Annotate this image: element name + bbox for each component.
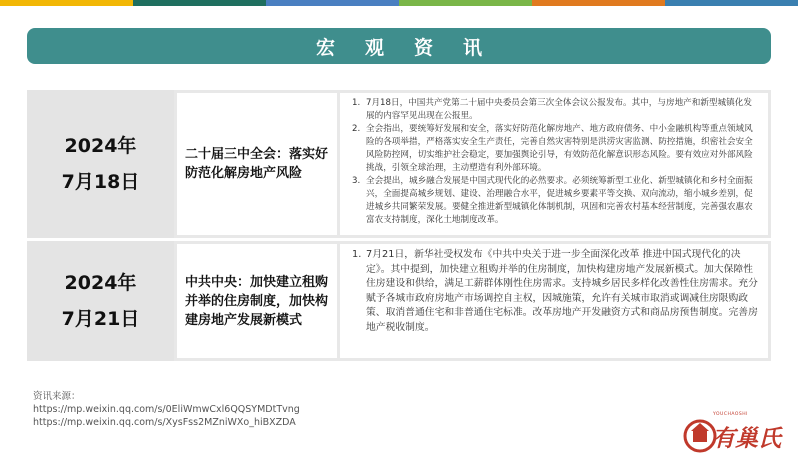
top-color-bar: [0, 0, 798, 6]
detail-list: [352, 97, 758, 227]
date-text: [62, 265, 140, 337]
detail-cell: [340, 93, 768, 235]
detail-item: [352, 123, 758, 175]
topic-text: 中共中央：加快建立租购并举的住房制度，加快构建房地产发展新模式: [185, 274, 329, 328]
top-bar-segment-3: [266, 0, 399, 6]
detail-item: [352, 248, 758, 335]
news-row: [27, 241, 771, 361]
top-bar-segment-4: [399, 0, 532, 6]
logo-tagline: YOUCHAOSHI: [713, 412, 748, 417]
logo-wordmark: 有巢氏: [712, 426, 781, 452]
news-table: [27, 90, 771, 364]
top-bar-segment-1: [0, 0, 133, 6]
item-number: 3.: [352, 176, 361, 186]
detail-item: [352, 175, 758, 227]
topic-cell: [177, 93, 337, 235]
date-day: 7月18日: [61, 171, 140, 193]
item-text: 7月21日，新华社受权发布《中共中央关于进一步全面深化改革 推进中国式现代化的决定》。其中提到，加快建立租购并举的住房制度，加快构建房地产发展新模式。加大保障性住房建设和供给，满足工薪群体刚性住房需求。支持城乡居民多样化改善性住房需求。充分赋予各城市政府房地产市场调控自主权，因城施策，允许有关城市取消或调减住房限购政策、取消普通住宅和非普通住宅标准。改革房地产开发融资方式和商品房预售制度。完善房地产税收制度。: [366, 249, 758, 333]
sources-block: [33, 390, 300, 429]
detail-cell: [340, 244, 768, 358]
detail-list: [352, 248, 758, 335]
source-link[interactable]: https://mp.weixin.qq.com/s/0EliWmwCxl6QQSYMDtTvng: [33, 404, 300, 415]
detail-item: [352, 97, 758, 123]
source-link[interactable]: https://mp.weixin.qq.com/s/XysFss2MZniWXo_hiBXZDA: [33, 417, 296, 428]
date-day: 7月21日: [61, 308, 140, 330]
item-text: 全会指出，要统筹好发展和安全，落实好防范化解房地产、地方政府债务、中小金融机构等重点领域风险的各项举措，严格落实安全生产责任，完善自然灾害特别是洪涝灾害监测、防控措施，织密社会安全风险防控网，切实维护社会稳定，要加强舆论引导，有效防范化解意识形态风险。要有效应对外部风险挑战，引领全球治理，主动塑造有利外部环境。: [366, 124, 753, 173]
top-bar-segment-2: [133, 0, 266, 6]
page-title: 宏观资讯: [315, 36, 512, 59]
top-bar-segment-5: [532, 0, 665, 6]
item-number: 1.: [352, 249, 362, 260]
item-number: 1.: [352, 98, 361, 108]
section-header: [27, 28, 771, 64]
date-year: 2024年: [64, 272, 137, 294]
item-text: 7月18日，中国共产党第二十届中央委员会第三次全体会议公报发布。其中，与房地产和新型城镇化发展的内容罕见出现在公报里。: [366, 98, 752, 121]
date-text: [62, 128, 140, 200]
item-text: 全会提出，城乡融合发展是中国式现代化的必然要求。必须统筹新型工业化、新型城镇化和乡村全面振兴，全面提高城乡规划、建设、治理融合水平，促进城乡要素平等交换、双向流动，缩小城乡差别，促进城乡共同繁荣发展。要健全推进新型城镇化体制机制，巩固和完善农村基本经营制度，完善强农惠农富农支持制度，深化土地制度改革。: [366, 176, 753, 225]
topic-cell: [177, 244, 337, 358]
date-cell: [27, 90, 174, 238]
sources-label: 资讯来源：: [33, 391, 81, 402]
date-cell: [27, 241, 174, 361]
topic-text: 二十届三中全会：落实好防范化解房地产风险: [185, 147, 329, 181]
date-year: 2024年: [64, 135, 137, 157]
item-number: 2.: [352, 124, 361, 134]
top-bar-segment-6: [665, 0, 798, 6]
news-row: [27, 90, 771, 238]
